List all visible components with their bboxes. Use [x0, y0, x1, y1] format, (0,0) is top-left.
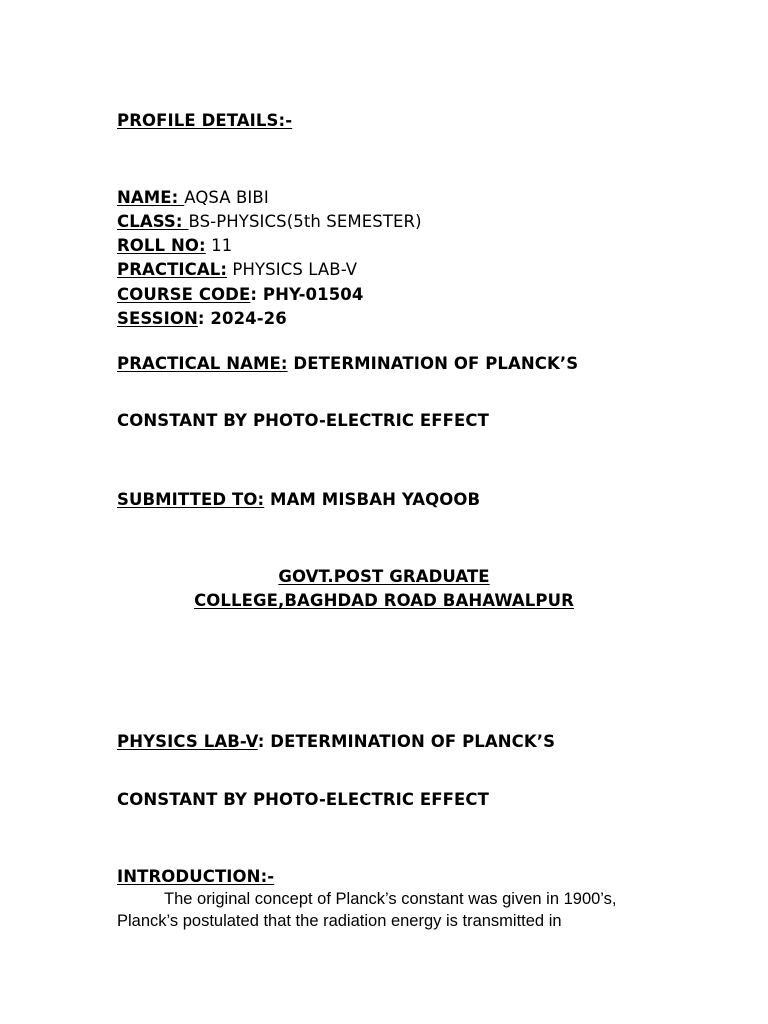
submitted-value: MAM MISBAH YAQOOB	[264, 490, 481, 509]
practical-name-line2: CONSTANT BY PHOTO-ELECTRIC EFFECT	[117, 411, 489, 430]
roll-label: ROLL NO:	[117, 236, 206, 255]
lab-title-row	[117, 731, 555, 753]
college-line1	[0, 566, 768, 588]
introduction-heading-text: INTRODUCTION:-	[117, 867, 275, 886]
roll-value: 11	[205, 236, 233, 255]
name-row	[117, 187, 269, 209]
college-line2	[0, 590, 768, 612]
course-code-label: COURSE CODE	[117, 285, 251, 304]
course-code-value: : PHY-01504	[250, 285, 364, 304]
profile-heading-text: PROFILE DETAILS:-	[117, 111, 293, 130]
class-value: BS-PHYSICS(5th SEMESTER)	[188, 212, 422, 231]
practical-label: PRACTICAL:	[117, 260, 228, 279]
introduction-heading	[117, 866, 274, 888]
practical-name-row	[117, 353, 578, 375]
introduction-line1: The original concept of Planck’s constant was given in 1900’s,	[164, 890, 617, 908]
roll-row	[117, 235, 232, 257]
practical-value: PHYSICS LAB-V	[227, 260, 358, 279]
session-value: : 2024-26	[197, 309, 287, 328]
lab-title-line1: : DETERMINATION OF PLANCK’S	[257, 732, 556, 751]
session-label: SESSION	[117, 309, 198, 328]
lab-title-line2: CONSTANT BY PHOTO-ELECTRIC EFFECT	[117, 790, 489, 809]
submitted-row	[117, 489, 480, 511]
college-line2-text: COLLEGE,BAGHDAD ROAD BAHAWALPUR	[194, 591, 574, 610]
class-label: CLASS:	[117, 212, 189, 231]
class-row	[117, 211, 422, 233]
introduction-line2: Planck’s postulated that the radiation energy is transmitted in	[117, 912, 562, 930]
lab-title-label: PHYSICS LAB-V	[117, 732, 258, 751]
session-row	[117, 308, 287, 330]
course-code-row	[117, 284, 363, 306]
name-value: AQSA BIBI	[184, 188, 269, 207]
practical-name-label: PRACTICAL NAME:	[117, 354, 288, 373]
submitted-label: SUBMITTED TO:	[117, 490, 265, 509]
college-line1-text: GOVT.POST GRADUATE	[278, 567, 490, 586]
practical-name-line1: DETERMINATION OF PLANCK’S	[287, 354, 579, 373]
profile-heading	[117, 110, 292, 132]
practical-row	[117, 259, 357, 281]
name-label: NAME:	[117, 188, 185, 207]
